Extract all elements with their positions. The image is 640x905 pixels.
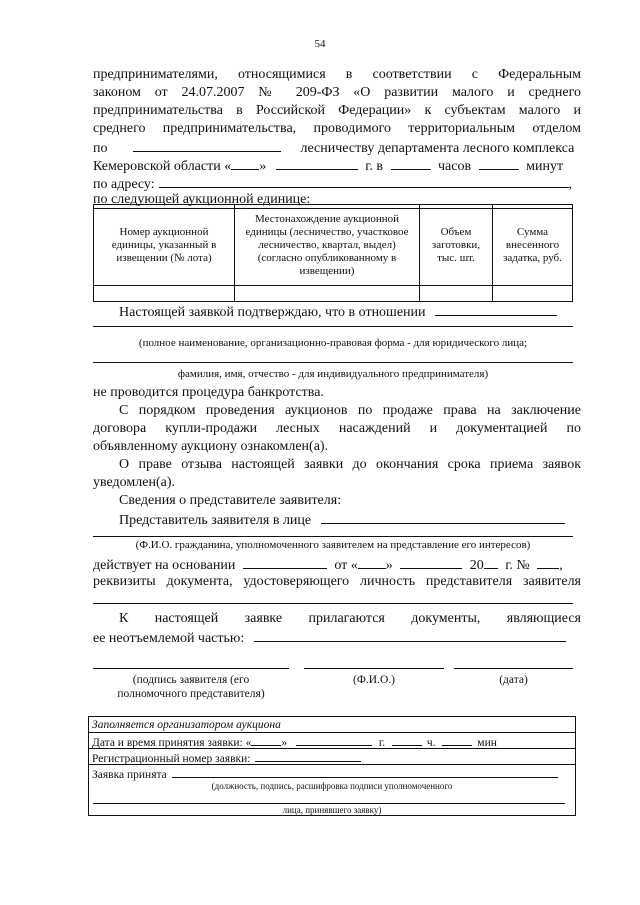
acceptance-day-blank[interactable] xyxy=(251,734,281,746)
attachments-label: ее неотъемлемой частью: xyxy=(93,631,245,646)
representative-label: Представитель заявителя в лице xyxy=(119,513,312,528)
cell-volume[interactable] xyxy=(420,286,493,302)
fio-line[interactable] xyxy=(304,668,444,669)
day-blank[interactable] xyxy=(231,156,259,170)
procedure-line-1: С порядком проведения аукционов по продаже права на заключение xyxy=(119,403,581,418)
confirm-note-2: фамилия, имя, отчество - для индивидуального предпринимателя) xyxy=(177,368,489,380)
table-row xyxy=(94,286,573,302)
header-volume: Объем заготовки, тыс. шт. xyxy=(420,205,493,286)
basis-month-blank[interactable] xyxy=(400,555,462,569)
year-in-label: г. в xyxy=(365,159,383,174)
basis-number-blank[interactable] xyxy=(537,555,559,569)
acceptance-datetime-label: Дата и время принятия заявки: « xyxy=(92,737,252,749)
acceptance-minutes-blank[interactable] xyxy=(442,734,472,746)
intro-line-4: среднего предпринимательства, проводимого территориальным отделом xyxy=(93,121,581,136)
cell-lot-number[interactable] xyxy=(94,286,235,302)
acceptance-hours-label: ч. xyxy=(426,737,436,749)
minutes-label: минут xyxy=(526,159,564,174)
procedure-line-3: объявленному аукциону ознакомлен(а). xyxy=(93,439,329,454)
box-divider xyxy=(89,732,575,733)
table-header-row xyxy=(94,205,573,286)
attachments-line-1: К настоящей заявке прилагаются документы, являющиеся xyxy=(119,611,581,626)
forestry-blank[interactable] xyxy=(133,138,281,152)
address-label: по адресу: xyxy=(93,177,155,192)
organizer-box-title: Заполняется организатором аукциона xyxy=(92,719,281,731)
confirm-line-1 xyxy=(93,302,581,321)
procedure-line-2: договора купли-продажи лесных насаждений и документацией по xyxy=(93,421,581,436)
month-year-blank[interactable] xyxy=(276,156,358,170)
quote-close: » xyxy=(259,159,267,174)
signature-caption-1: (подпись заявителя (его xyxy=(132,674,250,686)
hours-blank[interactable] xyxy=(391,156,431,170)
intro-line-8: по следующей аукционной единице: xyxy=(93,191,573,209)
cell-location[interactable] xyxy=(235,286,420,302)
confirm-text: Настоящей заявкой подтверждаю, что в отношении xyxy=(119,305,426,320)
address-blank[interactable] xyxy=(159,174,569,188)
basis-year-blank[interactable] xyxy=(484,555,498,569)
cell-deposit[interactable] xyxy=(493,286,573,302)
confirm-line-2: не проводится процедура банкротства. xyxy=(93,385,324,400)
withdraw-line-2: уведомлен(а). xyxy=(93,475,176,490)
acceptance-minutes-label: мин xyxy=(477,737,497,749)
basis-label: действует на основании xyxy=(93,558,236,573)
acceptance-hours-blank[interactable] xyxy=(392,734,422,746)
signature-line[interactable] xyxy=(93,668,289,669)
accepted-by-blank[interactable] xyxy=(172,766,558,778)
acceptance-quote-close: » xyxy=(281,737,288,749)
header-lot-number: Номер аукционной единицы, указанный в извещении (№ лота) xyxy=(94,205,235,286)
box-divider xyxy=(89,764,575,765)
representative-line-2 xyxy=(93,555,581,574)
acceptance-month-blank[interactable] xyxy=(296,734,372,746)
intro-line-6 xyxy=(93,156,581,175)
basis-number-label: г. № xyxy=(505,558,530,573)
accepted-label: Заявка принята xyxy=(92,769,167,781)
acceptance-year-label: г. xyxy=(378,737,386,749)
auction-unit-table xyxy=(93,204,573,302)
basis-comma: , xyxy=(559,558,563,573)
attachments-line-2 xyxy=(93,628,581,647)
identity-document-line[interactable] xyxy=(93,603,573,604)
address-comma: , xyxy=(568,177,573,192)
intro-po: по xyxy=(93,141,108,156)
accepted-note-2: лица, принявшего заявку) xyxy=(282,805,382,815)
date-line[interactable] xyxy=(454,668,573,669)
withdraw-line-1: О праве отзыва настоящей заявки до окончания срока приема заявок xyxy=(119,457,581,472)
attachments-blank[interactable] xyxy=(254,628,566,642)
page-number: 54 xyxy=(314,38,326,50)
intro-line-2: законом от 24.07.2007 № 209-ФЗ «О развитии малого и среднего xyxy=(93,85,581,100)
accepted-note-1: (должность, подпись, расшифровка подписи уполномоченного xyxy=(211,781,453,791)
basis-doc-blank[interactable] xyxy=(243,555,327,569)
basis-from-label: от « xyxy=(334,558,358,573)
representative-name-blank[interactable] xyxy=(321,510,565,524)
applicant-name-blank[interactable] xyxy=(435,302,557,316)
confirm-note-1: (полное наименование, организационно-правовая форма - для юридического лица; xyxy=(138,337,528,349)
basis-quote-close: » xyxy=(385,558,393,573)
applicant-name-line[interactable] xyxy=(93,326,573,327)
intro-line-5 xyxy=(93,138,581,157)
representative-name-line[interactable] xyxy=(93,536,573,537)
basis-century: 20 xyxy=(469,558,484,573)
intro-line-1: предпринимателями, относящимися в соответствии с Федеральным xyxy=(93,67,581,82)
registration-label: Регистрационный номер заявки: xyxy=(92,753,251,765)
signature-caption-2: полномочного представителя) xyxy=(117,688,265,700)
minutes-blank[interactable] xyxy=(479,156,519,170)
accepted-by-line-2[interactable] xyxy=(93,803,565,804)
box-divider xyxy=(89,748,575,749)
representative-heading: Сведения о представителе заявителя: xyxy=(119,493,342,508)
registration-number-blank[interactable] xyxy=(255,750,361,762)
representative-line-1 xyxy=(93,510,581,529)
fio-caption: (Ф.И.О.) xyxy=(353,674,395,686)
date-caption: (дата) xyxy=(499,674,528,686)
hours-label: часов xyxy=(438,159,472,174)
representative-line-3: реквизиты документа, удостоверяющего личность представителя заявителя xyxy=(93,574,581,589)
representative-note: (Ф.И.О. гражданина, уполномоченного заявителем на представление его интересов) xyxy=(135,539,531,551)
header-location: Местонахождение аукционной единицы (лесничество, участковое лесничество, квартал, выдел) (согласно опубликованному в извещении) xyxy=(235,205,420,286)
intro-region: Кемеровской области « xyxy=(93,159,232,174)
organizer-box xyxy=(88,716,576,816)
applicant-name-line-2[interactable] xyxy=(93,362,573,363)
header-deposit: Сумма внесенного задатка, руб. xyxy=(493,205,573,286)
accepted-row xyxy=(89,766,575,782)
intro-line-3: предпринимательства в Российской Федерации» к субъектам малого и xyxy=(93,103,581,118)
intro-forestry-text: лесничеству департамента лесного комплекса xyxy=(300,141,575,156)
basis-day-blank[interactable] xyxy=(358,555,386,569)
